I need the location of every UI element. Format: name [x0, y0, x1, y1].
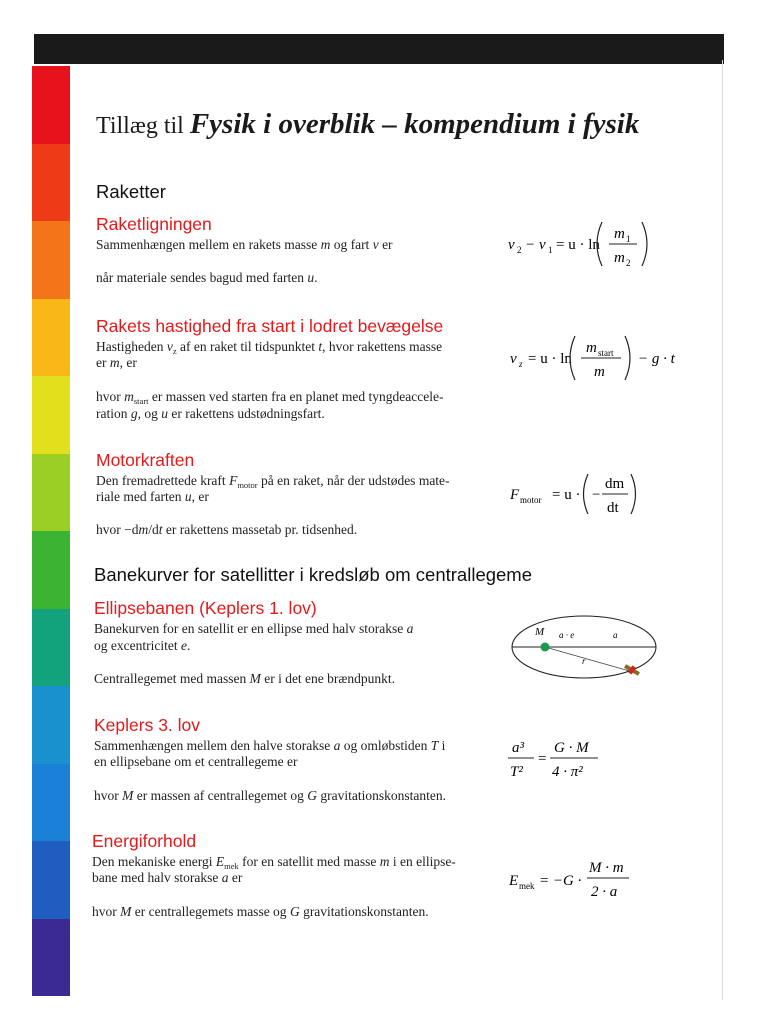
energi-text-line-3: hvor M er centrallegemets masse og G gravitationskonstanten.	[92, 904, 429, 919]
heading-motorkraften: Motorkraften	[96, 450, 195, 470]
label-r: r	[582, 656, 586, 666]
ellipse-orbit-diagram	[505, 612, 665, 687]
spectrum-band-4	[32, 299, 70, 377]
heading-energiforhold: Energiforhold	[92, 831, 197, 851]
svg-text:start: start	[598, 348, 614, 358]
svg-text:F: F	[510, 487, 520, 503]
svg-text:E: E	[509, 873, 519, 889]
energi-text-line-2: bane med halv storakse a er	[92, 870, 243, 885]
svg-text:−: −	[526, 237, 535, 253]
heading-ellipsebanen: Ellipsebanen (Keplers 1. lov)	[94, 598, 317, 618]
svg-text:z: z	[519, 359, 523, 369]
spectrum-band-5	[32, 376, 70, 454]
spectrum-band-12	[32, 919, 70, 997]
svg-text:=: =	[538, 751, 547, 767]
svg-text:− g · t: − g · t	[638, 351, 675, 367]
raketligningen-text-line-1: Sammenhængen mellem en rakets masse m og fart v er	[96, 237, 393, 252]
formula-kepler3	[506, 732, 616, 793]
ellipse-text-line-2: og excentricitet e.	[94, 638, 191, 653]
ellipse-text-line-1: Banekurven for en satellit er en ellipse med halv storakse a	[94, 621, 414, 636]
radius-line	[545, 647, 633, 672]
formula-raket-v2: v	[508, 237, 515, 253]
spectrum-band-11	[32, 841, 70, 919]
title-prefix: Tillæg til	[96, 113, 184, 139]
svg-text:v: v	[539, 237, 546, 253]
svg-text:a³: a³	[512, 740, 524, 756]
ellipse-text-line-3: Centrallegemet med massen M er i det ene brændpunkt.	[94, 671, 396, 686]
svg-text:motor: motor	[520, 495, 542, 505]
formula-raketligningen	[506, 216, 656, 277]
spectrum-band-7	[32, 531, 70, 609]
svg-text:= u · ln: = u · ln	[528, 351, 572, 367]
svg-text:m: m	[614, 226, 625, 242]
svg-text:m: m	[586, 340, 597, 356]
svg-text:dt: dt	[607, 500, 619, 516]
svg-text:G · M: G · M	[554, 740, 589, 756]
svg-text:mek: mek	[519, 881, 535, 891]
svg-text:dm: dm	[605, 476, 625, 492]
section-heading-banekurver: Banekurver for satellitter i kredsløb om centrallegeme	[94, 564, 533, 585]
spectrum-band-9	[32, 686, 70, 764]
spectrum-color-strip	[32, 66, 70, 996]
raketligningen-text-line-2: når materiale sendes bagud med farten u.	[96, 270, 318, 285]
motorkraft-text-line-3: hvor −dm/dt er rakettens massetab pr. tidsenhed.	[96, 522, 358, 537]
svg-text:2: 2	[626, 258, 631, 268]
label-a: a	[613, 630, 618, 640]
svg-text:v: v	[510, 351, 517, 367]
heading-keplers-3-lov: Keplers 3. lov	[94, 715, 201, 735]
lodret-text-line-2: er m, er	[96, 355, 137, 370]
spectrum-band-2	[32, 144, 70, 222]
svg-text:T²: T²	[510, 764, 523, 780]
lodret-text-line-4: ration g, og u er rakettens udstødningsfart.	[96, 406, 325, 421]
svg-text:m: m	[614, 250, 625, 266]
label-ae: a · e	[559, 630, 575, 640]
svg-text:= −G ·: = −G ·	[539, 873, 582, 889]
kepler3-text-line-3: hvor M er massen af centrallegemet og G gravitationskonstanten.	[94, 788, 447, 803]
svg-text:M · m: M · m	[589, 860, 624, 876]
section-heading-raketter: Raketter	[96, 181, 166, 202]
page-edge-line	[722, 60, 723, 1000]
spectrum-band-1	[32, 66, 70, 144]
motorkraft-text-line-1: Den fremadrettede kraft $F_{motor}$ på en raket, når der udstødes mate-	[96, 473, 450, 490]
kepler3-text-line-2: en ellipsebane om et centrallegeme er	[94, 754, 298, 769]
svg-text:1: 1	[548, 245, 553, 255]
spectrum-band-6	[32, 454, 70, 532]
svg-text:1: 1	[626, 234, 631, 244]
heading-raketligningen: Raketligningen	[96, 214, 212, 234]
central-body-dot	[541, 643, 550, 652]
label-M: M	[535, 626, 545, 638]
svg-text:2 · a: 2 · a	[591, 884, 618, 900]
formula-energi	[507, 852, 637, 913]
formula-lodret	[508, 330, 683, 391]
heading-lodret-bevaegelse: Rakets hastighed fra start i lodret bevægelse	[96, 316, 444, 336]
motorkraft-text-line-2: riale med farten u, er	[96, 489, 209, 504]
lodret-text-line-1: Hastigheden $v_z$ af en raket til tidspunktet t, hvor rakettens masse	[96, 339, 443, 356]
top-black-bar	[34, 34, 724, 64]
formula-motorkraft	[508, 466, 648, 527]
svg-text:−: −	[592, 487, 601, 503]
svg-text:= u · ln: = u · ln	[556, 237, 600, 253]
kepler3-text-line-1: Sammenhængen mellem den halve storakse a og omløbstiden T i	[94, 738, 446, 753]
svg-text:4 · π²: 4 · π²	[552, 764, 583, 780]
svg-text:= u ·: = u ·	[552, 487, 581, 503]
svg-text:m: m	[594, 364, 605, 380]
energi-text-line-1: Den mekaniske energi $E_{mek}$ for en satellit med masse m i en ellipse-	[92, 854, 456, 871]
svg-text:2: 2	[517, 245, 522, 255]
lodret-text-line-3: hvor $m_{start}$ er massen ved starten fra en planet med tyngdeaccele-	[96, 389, 444, 406]
spectrum-band-3	[32, 221, 70, 299]
spectrum-band-10	[32, 764, 70, 842]
page-title	[96, 108, 639, 141]
spectrum-band-8	[32, 609, 70, 687]
title-main: Fysik i overblik – kompendium i fysik	[189, 108, 640, 140]
